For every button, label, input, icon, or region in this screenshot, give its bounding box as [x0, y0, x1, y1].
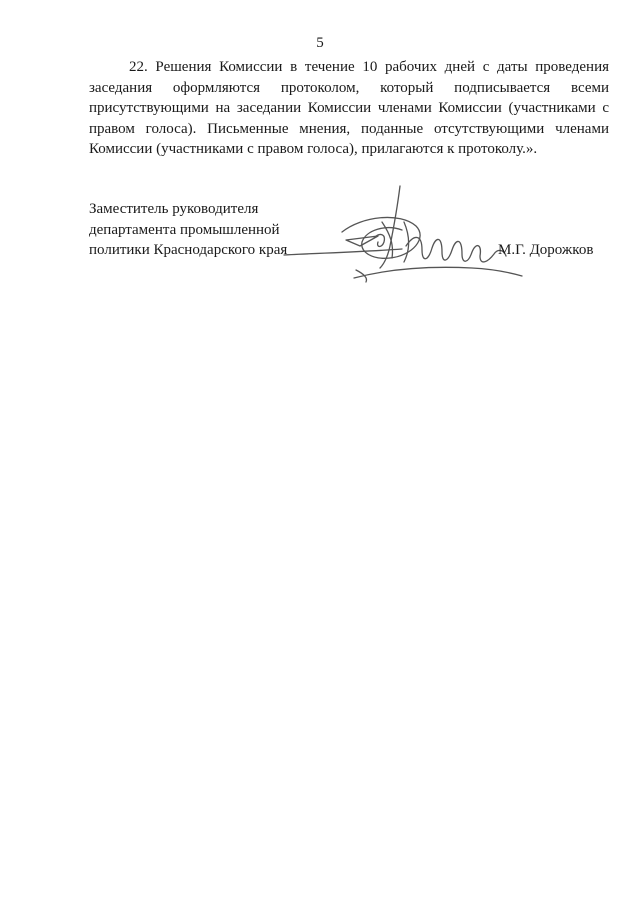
signatory-title-line: политики Краснодарского края: [89, 242, 288, 258]
signatory-title-line: департамента промышленной: [89, 221, 280, 238]
page-number: 5: [316, 35, 324, 51]
signatory-title-line: Заместитель руководителя: [89, 201, 259, 217]
paragraph-22: 22. Решения Комиссии в течение 10 рабочих дней с даты проведения заседания оформляются протоколом, который подписывается всеми присутствующими на заседании Комиссии членами Комиссии (участниками с правом голоса). Письменные мнения, поданные отсутствующими членами Комиссии (участниками с правом голоса), прилагаются к протоколу.».: [89, 59, 609, 157]
handwritten-signature-icon: [282, 182, 530, 286]
signer-name: М.Г. Дорожков: [498, 242, 594, 258]
